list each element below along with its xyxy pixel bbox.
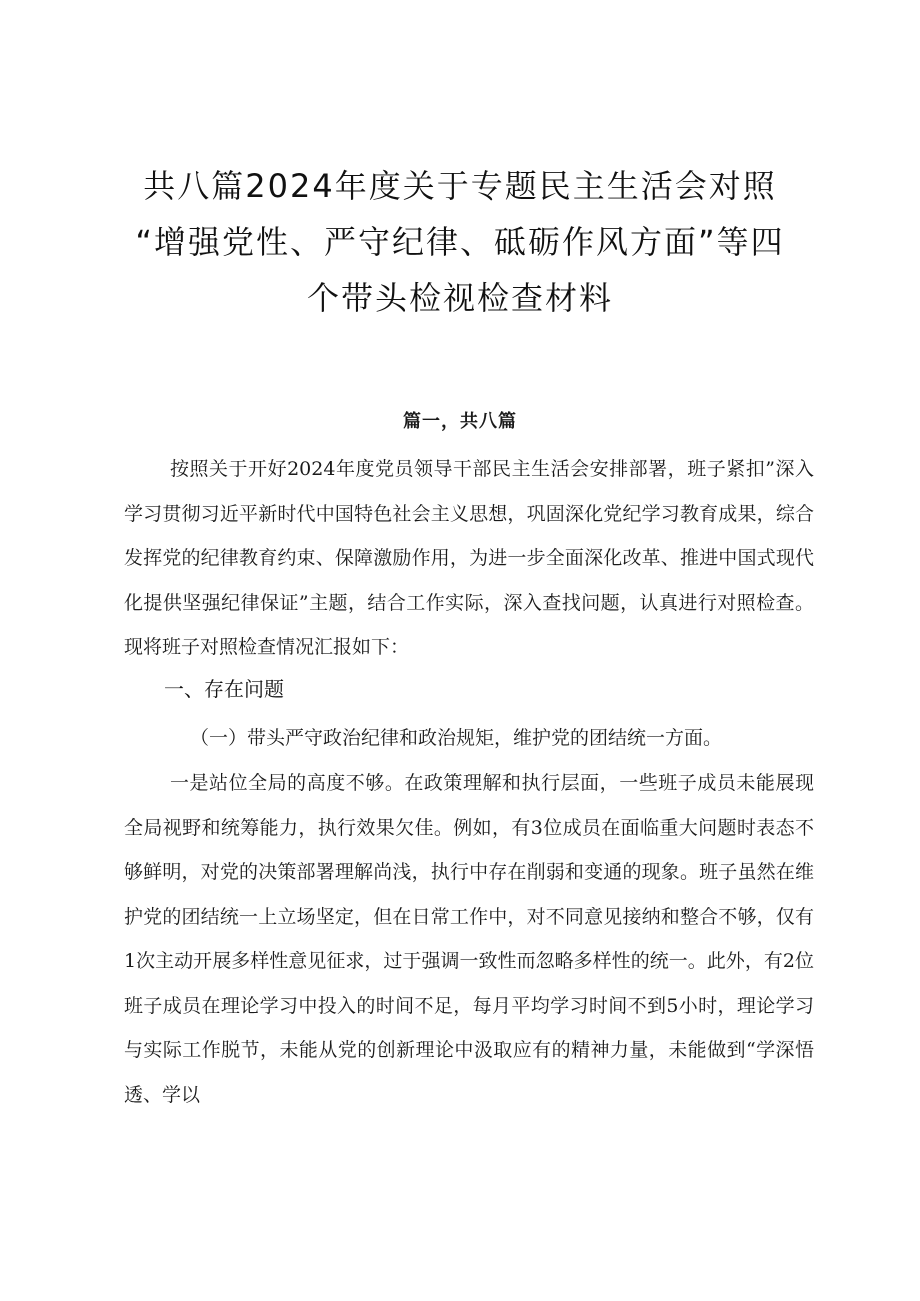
document-title (110, 158, 810, 326)
body-paragraph: 一是站位全局的高度不够。在政策理解和执行层面，一些班子成员未能展现全局视野和统筹能力，执行效果欠佳。例如，有3位成员在面临重大问题时表态不够鲜明，对党的决策部署理解尚浅，执行中存在削弱和变通的现象。班子虽然在维护党的团结统一上立场坚定，但在日常工作中，对不同意见接纳和整合不够，仅有1次主动开展多样性意见征求，过于强调一致性而忽略多样性的统一。此外，有2位班子成员在理论学习中投入的时间不足，每月平均学习时间不到5小时，理论学习与实际工作脱节，未能从党的创新理论中汲取应有的精神力量，未能做到“学深悟透、学以 (124, 772, 814, 1106)
document-subtitle: 篇一，共八篇 (403, 411, 517, 432)
subsection-heading: （一）带头严守政治纪律和政治规矩，维护党的团结统一方面。 (190, 727, 723, 749)
title-line-3: 个带头检视检查材料 (306, 279, 613, 317)
title-line-1: 共八篇2024年度关于专题民主生活会对照 (143, 167, 777, 205)
title-line-2: “增强党性、严守纪律、砥砺作风方面”等四 (135, 223, 785, 261)
intro-paragraph: 按照关于开好2024年度党员领导干部民主生活会安排部署，班子紧扣”深入学习贯彻习近平新时代中国特色社会主义思想，巩固深化党纪学习教育成果，综合发挥党的纪律教育约束、保障激励作用，为进一步全面深化改革、推进中国式现代化提供坚强纪律保证”主题，结合工作实际，深入查找问题，认真进行对照检查。现将班子对照检查情况汇报如下： (124, 458, 814, 658)
section-heading: 一、存在问题 (164, 677, 284, 701)
